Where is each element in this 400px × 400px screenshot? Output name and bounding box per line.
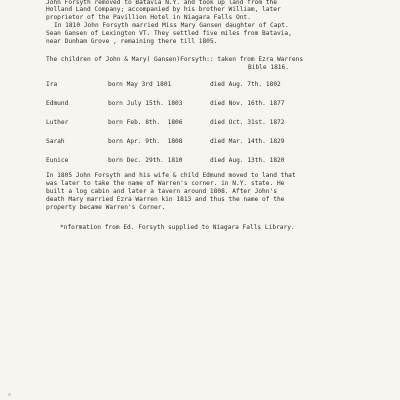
intro-line: proprietor of the Pavillion Hotel in Niagara Falls Ont. [46, 14, 251, 21]
child-died: died Oct. 31st. 1872 [210, 119, 285, 126]
child-name: Eunice [46, 157, 69, 164]
child-born: born May 3rd 1801 [108, 81, 172, 88]
closing-line: death Mary married Ezra Warren kin 1813 and thus the name of the [46, 196, 285, 203]
closing-line: was later to take the name of Warren's corner. in N.Y. state. He [46, 180, 285, 187]
child-died: died Mar. 14th. 1829 [210, 138, 285, 145]
intro-line: In 1810 John Forsyth married Miss Mary Gansen daughter of Capt. [54, 22, 289, 29]
intro-line: Holland Land Company; accompanied by his brother William, later [46, 6, 281, 13]
child-name: Ira [46, 81, 58, 88]
child-died: died Aug. 13th. 1820 [210, 157, 285, 164]
child-born: born Dec. 29th. 1810 [108, 157, 183, 164]
child-name: Edmund [46, 100, 69, 107]
children-header-line: The children of John & Mary( Gansen)Forsyth:: taken from Ezra Warrens [46, 56, 304, 63]
intro-line: John Forsyth removed to Batavia N.Y. and took up land from the [46, 0, 277, 6]
child-died: died Nov. 16th. 1877 [210, 100, 285, 107]
child-died: died Aug. 7th. 1802 [210, 81, 281, 88]
child-born: born Feb. 8th. 1806 [108, 119, 183, 126]
closing-line: built a log cabin and later a tavern around 1808. After John's [46, 188, 277, 195]
children-header-line: Bible 1816. [248, 64, 289, 71]
intro-line: near Dunham Grove , remaining there till 1805. [46, 38, 218, 45]
child-born: born July 15th. 1803 [108, 100, 183, 107]
child-born: born Apr. 9th. 1808 [108, 138, 183, 145]
closing-line: property became Warren's Corner. [46, 204, 166, 211]
closing-line: In 1805 John Forsyth and his wife & child Edmund moved to land that [46, 172, 296, 179]
footnote: *nformation from Ed. Forsyth supplied to Niagara Falls Library. [60, 224, 295, 231]
intro-line: Sean Gansen of Lexington VT. They settled five miles from Batavia, [46, 30, 292, 37]
child-name: Luther [46, 119, 69, 126]
child-name: Sarah [46, 138, 65, 145]
page-corner-mark [8, 393, 11, 396]
